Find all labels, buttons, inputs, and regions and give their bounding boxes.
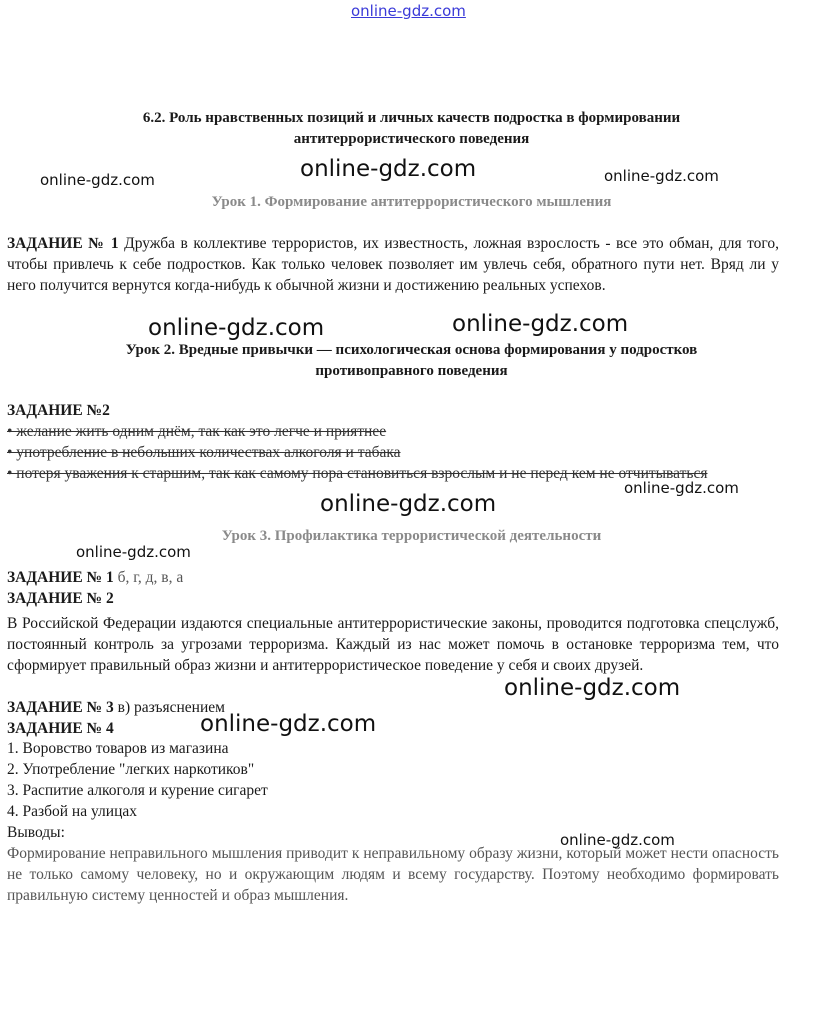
task-label: ЗАДАНИЕ № 1 [7,569,114,586]
watermark: online-gdz.com [200,711,377,737]
list-item: • потеря уважения к старшим, так как самому пора становиться взрослым и не перед кем не отчитываться [7,465,708,482]
conclusion-label: Выводы: [7,824,65,841]
section-title-line1: 6.2. Роль нравственных позиций и личных качеств подростка в формировании [142,110,681,126]
lesson1-task1 [7,233,779,296]
watermark: online-gdz.com [148,315,325,341]
watermark: online-gdz.com [452,311,629,337]
list-item: 2. Употребление "легких наркотиков" [7,761,255,778]
lesson2-title [0,340,823,382]
lesson1-title: Урок 1. Формирование антитеррористического мышления [211,194,612,210]
watermark: online-gdz.com [560,831,675,849]
lesson3-task1 [7,567,183,588]
lesson3-task2-text: В Российской Федерации издаются специальные антитеррористические законы, проводится подготовка спецслужб, постоянный контроль за угрозами терроризма. Каждый из нас может помочь в остановке терроризма тем, что сформирует правильный образ жизни и антитеррористическое поведение у себя и своих друзей. [7,615,779,674]
watermark-link[interactable]: online-gdz.com [351,2,466,20]
watermark: online-gdz.com [300,156,477,182]
watermark: online-gdz.com [604,167,719,185]
lesson2-title-line2: противоправного поведения [315,363,508,379]
task-label: ЗАДАНИЕ № 3 [7,699,114,716]
watermark: online-gdz.com [76,543,191,561]
lesson2-task2-label: ЗАДАНИЕ №2 [7,402,110,419]
watermark: online-gdz.com [504,675,681,701]
lesson3-title: Урок 3. Профилактика террористической деятельности [221,528,602,544]
list-item: 4. Разбой на улицах [7,803,138,820]
watermark: online-gdz.com [320,491,497,517]
task-label: ЗАДАНИЕ № 1 [7,235,119,252]
section-title-line2: антитеррористического поведения [293,131,530,147]
list-item: • желание жить одним днём, так как это легче и приятнее [7,423,387,440]
lesson3-task2-label: ЗАДАНИЕ № 2 [7,590,114,607]
watermark: online-gdz.com [624,479,739,497]
list-item: 1. Воровство товаров из магазина [7,740,229,757]
list-item: 3. Распитие алкоголя и курение сигарет [7,782,268,799]
task-text: Дружба в коллективе террористов, их известность, ложная взрослость - все это обман, для того, чтобы привлечь к себе подростков. Как только человек позволяет им увлечь себя, обратного пути нет. Вряд ли у него получится вернутся когда-нибудь к обычной жизни и достижению реальных успехов. [7,235,780,294]
section-title [0,108,823,150]
task-text: б, г, д, в, а [117,569,184,586]
lesson3-task3 [7,697,225,718]
list-item: • употребление в небольших количествах алкоголя и табака [7,444,401,461]
task-text: в) разъяснением [117,699,225,716]
lesson2-title-line1: Урок 2. Вредные привычки — психологическая основа формирования у подростков [125,342,698,358]
watermark: online-gdz.com [40,171,155,189]
lesson3-task4-label: ЗАДАНИЕ № 4 [7,720,114,737]
conclusion-text: Формирование неправильного мышления приводит к неправильному образу жизни, который может нести опасность не только самому человеку, но и окружающим людям и всему государству. Поэтому необходимо формировать правильную систему ценностей и образ мышления. [7,845,779,904]
